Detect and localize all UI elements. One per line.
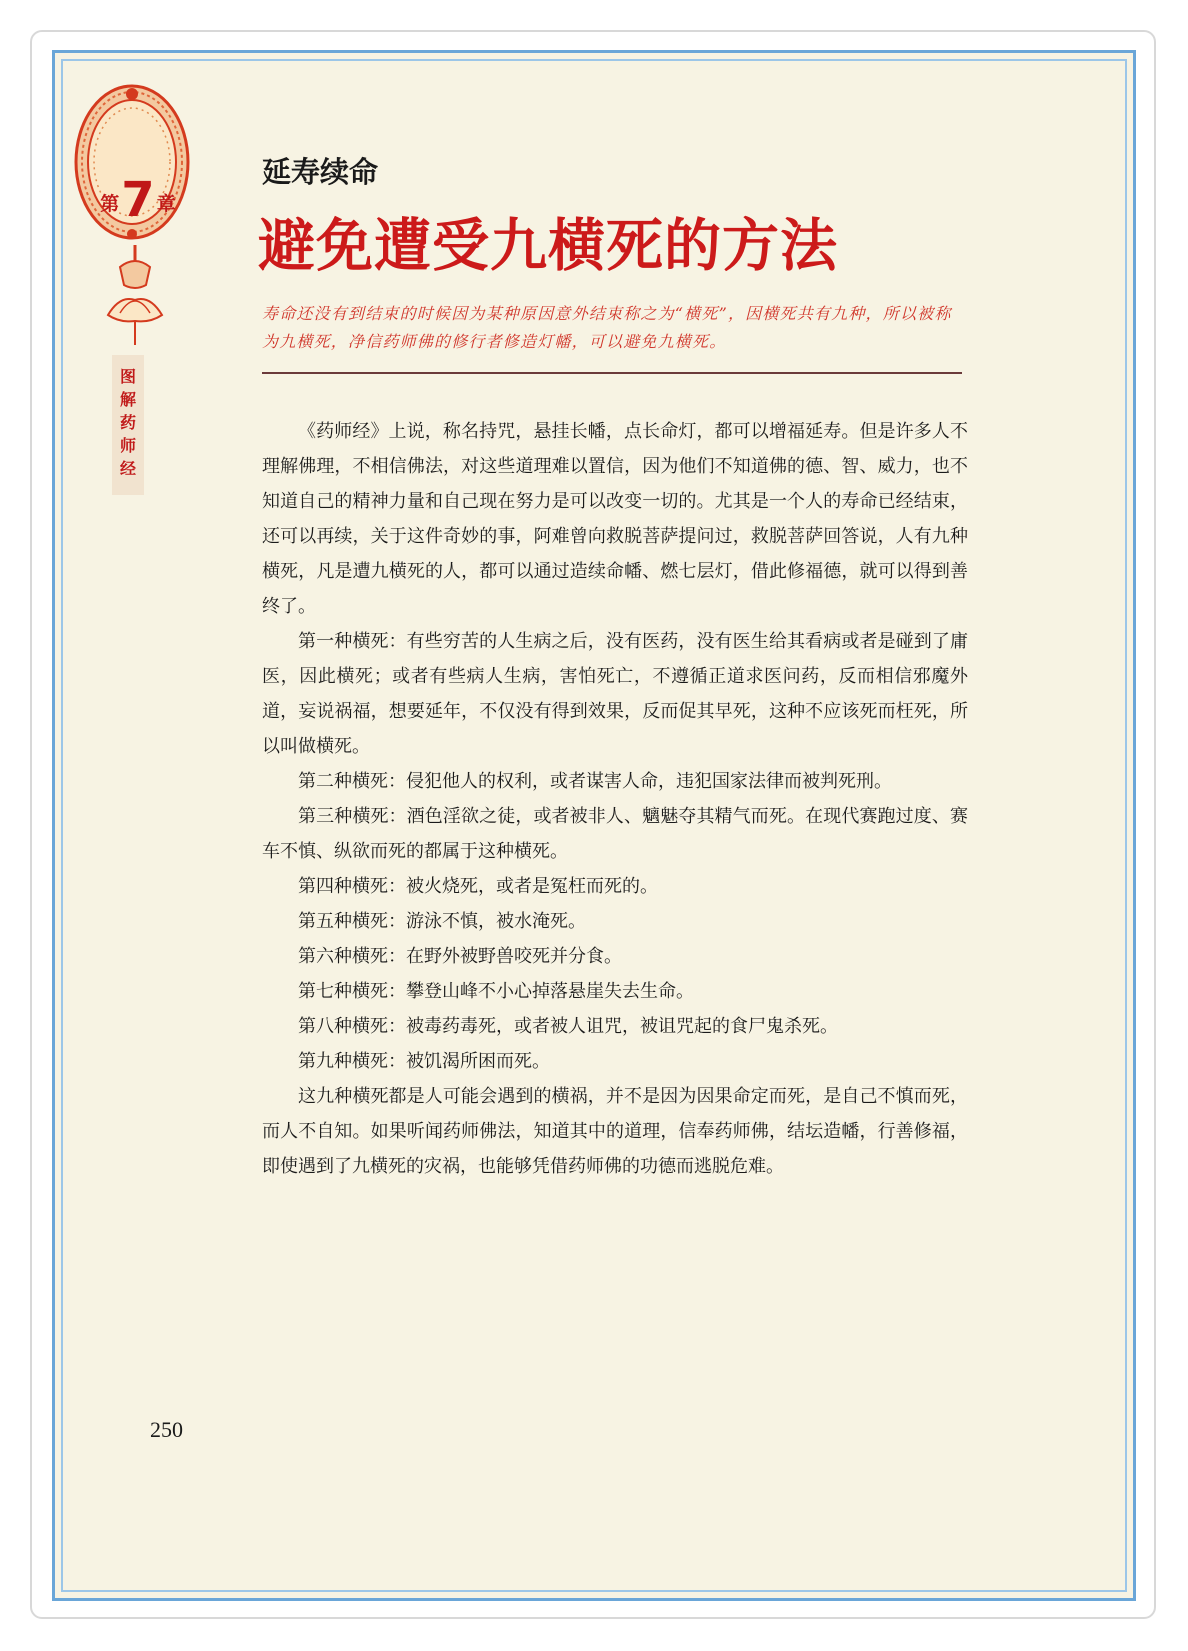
paragraph: 第四种横死：被火烧死，或者是冤枉而死的。 — [298, 876, 658, 897]
chapter-number-label — [83, 172, 193, 228]
chapter-intro: 寿命还没有到结束的时候因为某种原因意外结束称之为“横死”，因横死共有九种，所以被称为九横死，净信药师佛的修行者修造灯幡，可以避免九横死。 — [262, 304, 952, 351]
book-title-vertical-tab — [112, 355, 144, 495]
paragraph: 第二种横死：侵犯他人的权利，或者谋害人命，违犯国家法律而被判死刑。 — [298, 771, 892, 792]
chapter-title: 避免遭受九横死的方法 — [258, 213, 838, 279]
lotus-pendant-ornament — [100, 245, 170, 345]
paragraph: 这九种横死都是人可能会遇到的横祸，并不是因为因果命定而死，是自己不慎而死，而人不自知。如果听闻药师佛法，知道其中的道理，信奉药师佛，结坛造幡，行善修福，即使遇到了九横死的灾祸，也能够凭借药师佛的功德而逃脱危难。 — [262, 1086, 968, 1177]
book-title-char: 师 — [119, 436, 136, 455]
paragraph: 第七种横死：攀登山峰不小心掉落悬崖失去生命。 — [298, 981, 694, 1002]
book-title-char: 药 — [119, 413, 136, 432]
book-title-char: 图 — [119, 367, 136, 386]
book-title-char: 经 — [119, 459, 136, 478]
paragraph: 第九种横死：被饥渴所困而死。 — [298, 1051, 550, 1072]
paragraph: 第三种横死：酒色淫欲之徒，或者被非人、魑魅夺其精气而死。在现代赛跑过度、赛车不慎、纵欲而死的都属于这种横死。 — [262, 806, 968, 862]
intro-divider — [262, 372, 962, 374]
paragraph: 第五种横死：游泳不慎，被水淹死。 — [298, 911, 586, 932]
book-title-char: 解 — [119, 390, 136, 409]
chapter-suffix: 章 — [156, 193, 176, 215]
paragraph: 第六种横死：在野外被野兽咬死并分食。 — [298, 946, 622, 967]
paragraph: 第八种横死：被毒药毒死，或者被人诅咒，被诅咒起的食尸鬼杀死。 — [298, 1016, 838, 1037]
page-number: 250 — [150, 1417, 183, 1442]
paragraph: 第一种横死：有些穷苦的人生病之后，没有医药，没有医生给其看病或者是碰到了庸医，因此横死；或者有些病人生病，害怕死亡，不遵循正道求医问药，反而相信邪魔外道，妄说祸福，想要延年，不仅没有得到效果，反而促其早死，这种不应该死而枉死，所以叫做横死。 — [262, 631, 968, 757]
chapter-number: 7 — [121, 172, 155, 228]
paragraph: 《药师经》上说，称名持咒，悬挂长幡，点长命灯，都可以增福延寿。但是许多人不理解佛理，不相信佛法，对这些道理难以置信，因为他们不知道佛的德、智、威力，也不知道自己的精神力量和自己现在努力是可以改变一切的。尤其是一个人的寿命已经结束，还可以再续，关于这件奇妙的事，阿难曾向救脱菩萨提问过，救脱菩萨回答说，人有九种横死，凡是遭九横死的人，都可以通过造续命幡、燃七层灯，借此修福德，就可以得到善终了。 — [262, 421, 968, 617]
chapter-prefix: 第 — [100, 193, 120, 215]
chapter-subtitle: 延寿续命 — [262, 155, 379, 189]
body-text — [262, 414, 968, 1184]
